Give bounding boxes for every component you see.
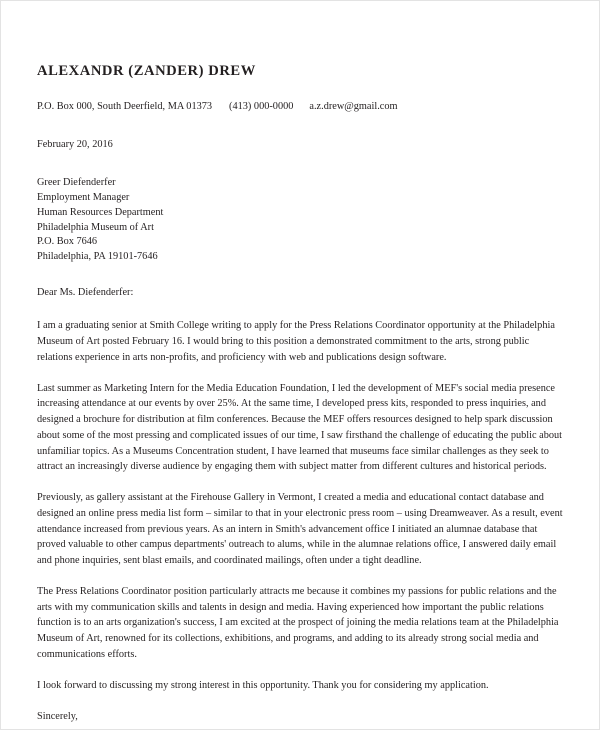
recipient-organization: Philadelphia Museum of Art [37,221,154,233]
salutation: Dear Ms. Diefenderfer: [37,287,134,299]
body-paragraph-5: I look forward to discussing my strong interest in this opportunity. Thank you for considering my application. [37,679,489,691]
sender-address: P.O. Box 000, South Deerfield, MA 01373 [37,100,213,112]
body-paragraph-2: Last summer as Marketing Intern for the Media Education Foundation, I led the development of MEF's social media presence increasing attendance at our events by over 25%. At the same time, I developed press kits, responded to press inquiries, and designed a brochure for distribution at film conferences. Because the MEF offers resources designed to help spark discussion about some of the most pressing and complicated issues of our time, I saw firsthand the challenge of educating the public about unfamiliar topics. As a Museums Concentration student, I have learned that museums face similar challenges as they seek to attract an increasingly diverse audience by engaging them with subject matter from different cultures and historical periods. [37,382,563,473]
recipient-city-state-zip: Philadelphia, PA 19101-7646 [37,251,158,263]
closing-salutation: Sincerely, [37,711,78,723]
recipient-address-block [37,176,566,265]
recipient-title: Employment Manager [37,192,130,203]
body-paragraph-4: The Press Relations Coordinator position particularly attracts me because it combines my passions for public relations and the arts with my communication skills and talents in design and media. Having experienced how important the public relations function is to an arts organization's success, I am excited at the prospect of joining the media relations team at the Philadelphia Museum of Art, renowned for its collections, exhibitions, and programs, and adding to its already strong social media and communications efforts. [37,585,559,660]
sender-phone: (413) 000-0000 [229,100,294,112]
sender-email: a.z.drew@gmail.com [309,100,398,112]
body-paragraph-3: Previously, as gallery assistant at the Firehouse Gallery in Vermont, I created a media and educational contact database and designed an online press media list form – similar to that in your electronic press room – using Dreamweaver. As a result, event attendance increased from previous years. As an intern in Smith's advancement office I initiated an alumnae database that proved valuable to other campus departments' outreach to alums, while in the alumnae relations office, I answered daily email and phone inquiries, sent blast emails, and coordinated mailings, often under a tight deadline. [37,492,563,567]
recipient-name: Greer Diefenderfer [37,177,116,189]
recipient-po-box: P.O. Box 7646 [37,236,98,248]
body-paragraph-1: I am a graduating senior at Smith College writing to apply for the Press Relations Coordinator opportunity at the Philadelphia Museum of Art posted February 16. I would bring to this position a demonstrated commitment to the arts, strong public relations experience in arts non-profits, and proficiency with web and publications design software. [37,320,555,363]
sender-contact-line [37,101,566,113]
recipient-department: Human Resources Department [37,206,164,218]
sender-name: ALEXANDR (ZANDER) DREW [37,63,256,79]
letter-date: February 20, 2016 [37,138,113,150]
